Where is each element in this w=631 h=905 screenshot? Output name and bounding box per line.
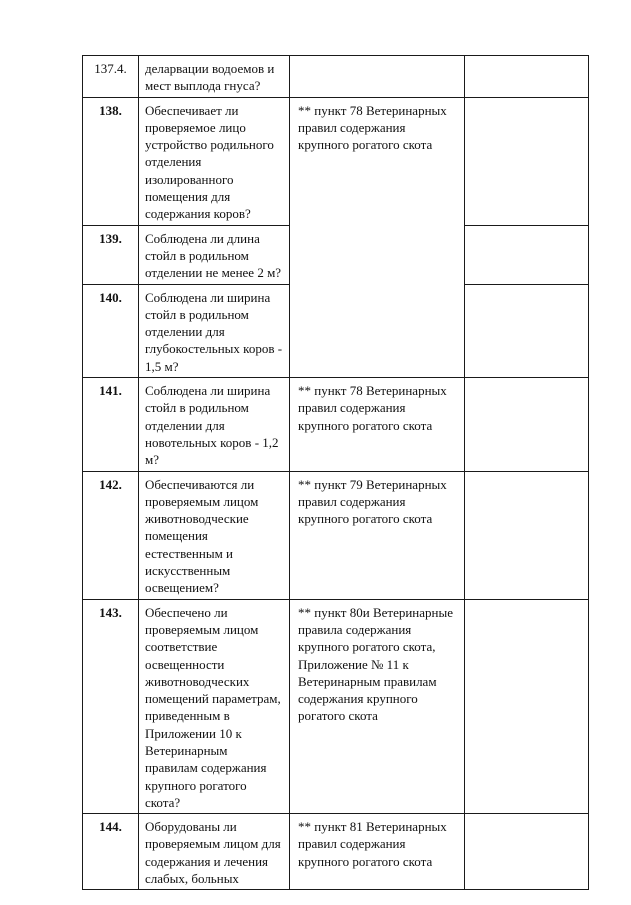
question-text: Соблюдена ли ширина стойл в родильном отделении для новотельных коров - 1,2 м? — [145, 383, 279, 468]
row-answer-cell — [465, 814, 589, 890]
row-number: 144. — [83, 814, 139, 890]
reference-text: ** пункт 79 Ветеринарных правил содержания крупного рогатого скота — [298, 476, 447, 527]
table-row-144 — [83, 814, 589, 890]
question-text: деларвации водоемов и мест выплода гнуса? — [145, 61, 275, 94]
reference-text: ** пункт 80и Ветеринарные правила содержания крупного рогатого скота, Приложение № 11 к Ветеринарным правилам содержания крупного рогатого скота — [298, 604, 453, 724]
reference-text: ** пункт 78 Ветеринарных правил содержания крупного рогатого скота — [298, 383, 447, 433]
reference-text: ** пункт 78 Ветеринарных правил содержания крупного рогатого скота — [298, 102, 447, 153]
row-reference — [290, 97, 465, 377]
row-answer-cell — [465, 284, 589, 377]
row-answer-cell — [465, 56, 589, 98]
row-reference — [290, 471, 465, 599]
row-reference — [290, 599, 465, 814]
row-reference — [290, 814, 465, 890]
table-row-143 — [83, 599, 589, 814]
row-question — [139, 56, 290, 98]
table-row-138 — [83, 97, 589, 225]
table-row-141 — [83, 378, 589, 471]
checklist-table — [82, 55, 589, 890]
row-question — [139, 471, 290, 599]
row-number: 142. — [83, 471, 139, 599]
row-question — [139, 599, 290, 814]
row-number: 141. — [83, 378, 139, 471]
question-text: Обеспечено ли проверяемым лицом соответствие освещенности животноводческих помещений параметрам, приведенным в Приложении 10 к Ветеринарным правилам содержания крупного рогатого скота? — [145, 604, 281, 810]
row-number: 140. — [83, 284, 139, 377]
row-question — [139, 284, 290, 377]
question-text: Соблюдена ли длина стойл в родильном отделении не менее 2 м? — [145, 230, 282, 281]
question-text: Обеспечивает ли проверяемое лицо устройство родильного отделения изолированного помещения для содержания коров? — [145, 102, 274, 222]
row-reference — [290, 56, 465, 98]
row-question — [139, 814, 290, 890]
row-answer-cell — [465, 471, 589, 599]
row-answer-cell — [465, 97, 589, 225]
row-number: 143. — [83, 599, 139, 814]
reference-text: ** пункт 81 Ветеринарных правил содержания крупного рогатого скота — [298, 819, 447, 869]
row-question — [139, 97, 290, 225]
question-text: Соблюдена ли ширина стойл в родильном отделении для глубокостельных коров - 1,5 м? — [145, 289, 283, 374]
table-row-137-4 — [83, 56, 589, 98]
row-question — [139, 378, 290, 471]
row-answer-cell — [465, 378, 589, 471]
row-reference — [290, 378, 465, 471]
row-answer-cell — [465, 225, 589, 284]
row-answer-cell — [465, 599, 589, 814]
row-number: 139. — [83, 225, 139, 284]
row-number: 137.4. — [83, 56, 139, 98]
row-question — [139, 225, 290, 284]
row-number: 138. — [83, 97, 139, 225]
table-row-142 — [83, 471, 589, 599]
question-text: Оборудованы ли проверяемым лицом для содержания и лечения слабых, больных — [145, 819, 281, 887]
question-text: Обеспечиваются ли проверяемым лицом животноводческие помещения естественным и искусственным освещением? — [145, 476, 259, 596]
